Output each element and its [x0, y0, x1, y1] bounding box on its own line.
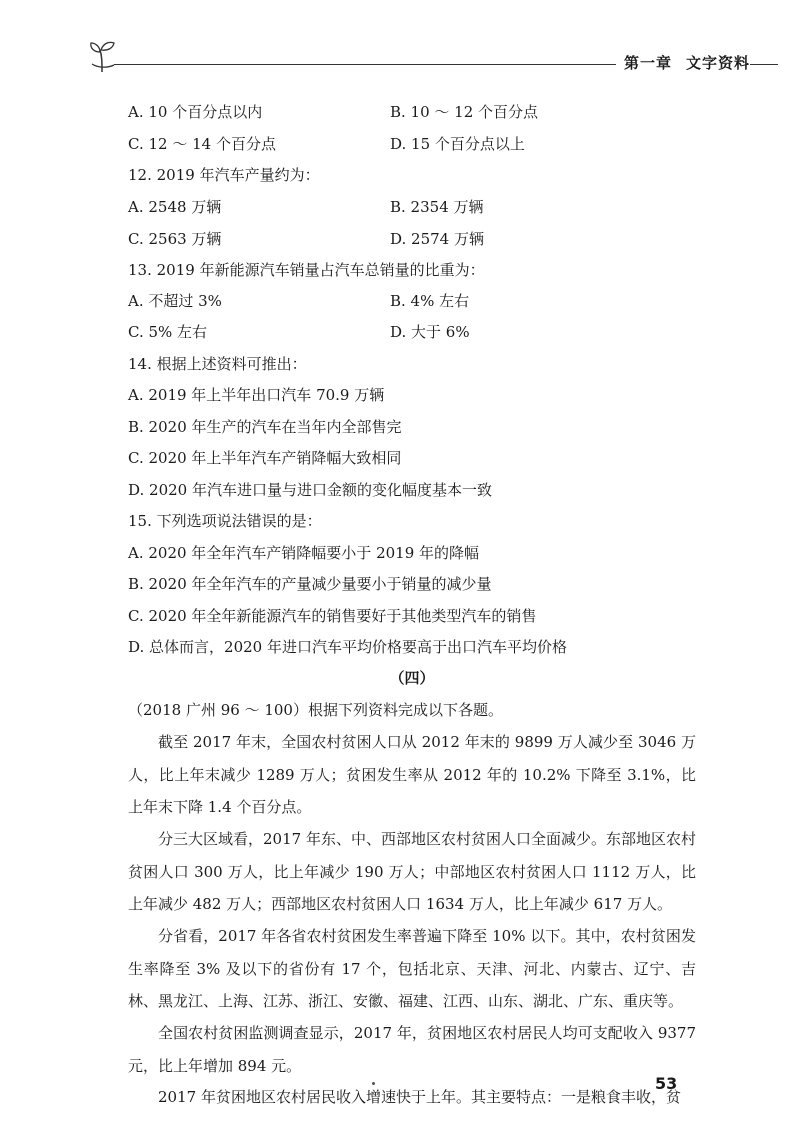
- q14-option-a: A. 2019 年上半年出口汽车 70.9 万辆: [128, 386, 385, 404]
- q13-option-b: B. 4% 左右: [390, 292, 470, 310]
- page-number: 53: [655, 1074, 678, 1093]
- paragraph-3: 分省看，2017 年各省农村贫困发生率普遍下降至 10% 以下。其中，农村贫困发生率降至 3% 及以下的省份有 17 个，包括北京、天津、河北、内蒙古、辽宁、吉林、黑龙江、上海、江苏、浙江、安徽、福建、江西、山东、湖北、广东、重庆等。: [128, 927, 696, 1010]
- q12-option-b: B. 2354 万辆: [390, 198, 484, 216]
- q15-option-b: B. 2020 年全年汽车的产量减少量要小于销量的减少量: [128, 575, 492, 593]
- paragraph-4: 全国农村贫困监测调查显示，2017 年，贫困地区农村居民人均可支配收入 9377 元，比上年增加 894 元。: [128, 1024, 696, 1075]
- stray-dot: [372, 1082, 375, 1085]
- chapter-heading: [624, 52, 750, 73]
- q11-option-c: C. 12 ～ 14 个百分点: [128, 135, 276, 153]
- q13-option-c: C. 5% 左右: [128, 323, 208, 341]
- q11-option-a: A. 10 个百分点以内: [128, 103, 263, 121]
- q11-option-d: D. 15 个百分点以上: [390, 135, 525, 153]
- q12-option-d: D. 2574 万辆: [390, 230, 484, 248]
- section-heading: （四）: [389, 669, 435, 687]
- chapter-title: 文字资料: [686, 54, 751, 72]
- paragraph-2: 分三大区域看，2017 年东、中、西部地区农村贫困人口全面减少。东部地区农村贫困人口 300 万人，比上年减少 190 万人；中部地区农村贫困人口 1112 万人，比上年减少 482 万人；西部地区农村贫困人口 1634 万人，比上年减少 617 万人。: [128, 830, 696, 913]
- paragraph-1: 截至 2017 年末，全国农村贫困人口从 2012 年末的 9899 万人减少至 3046 万人，比上年末减少 1289 万人；贫困发生率从 2012 年的 10.2% 下降至 3.1%，比上年末下降 1.4 个百分点。: [128, 733, 696, 816]
- page-header: [88, 38, 778, 78]
- q14-stem: 14. 根据上述资料可推出：: [128, 355, 307, 373]
- section-intro: （2018 广州 96 ～ 100）根据下列资料完成以下各题。: [128, 701, 503, 719]
- header-rule-right: [750, 64, 778, 65]
- q14-option-d: D. 2020 年汽车进口量与进口金额的变化幅度基本一致: [128, 481, 492, 499]
- q12-stem: 12. 2019 年汽车产量约为：: [128, 166, 320, 184]
- q13-option-d: D. 大于 6%: [390, 323, 470, 341]
- paragraph-5: 2017 年贫困地区农村居民收入增速快于上年。其主要特点：一是粮食丰收，贫: [158, 1088, 681, 1106]
- q14-option-b: B. 2020 年生产的汽车在当年内全部售完: [128, 418, 402, 436]
- header-rule-left: [114, 64, 616, 65]
- q12-option-c: C. 2563 万辆: [128, 230, 222, 248]
- q12-option-a: A. 2548 万辆: [128, 198, 222, 216]
- q11-option-b: B. 10 ～ 12 个百分点: [390, 103, 539, 121]
- q15-stem: 15. 下列选项说法错误的是：: [128, 512, 322, 530]
- q13-option-a: A. 不超过 3%: [128, 292, 222, 310]
- q15-option-c: C. 2020 年全年新能源汽车的销售要好于其他类型汽车的销售: [128, 607, 537, 625]
- sprout-icon: [88, 38, 118, 74]
- q13-stem: 13. 2019 年新能源汽车销量占汽车总销量的比重为：: [128, 261, 485, 279]
- q14-option-c: C. 2020 年上半年汽车产销降幅大致相同: [128, 449, 402, 467]
- chapter-number: 第一章: [624, 54, 673, 72]
- q15-option-d: D. 总体而言，2020 年进口汽车平均价格要高于出口汽车平均价格: [128, 638, 567, 656]
- q15-option-a: A. 2020 年全年汽车产销降幅要小于 2019 年的降幅: [128, 544, 480, 562]
